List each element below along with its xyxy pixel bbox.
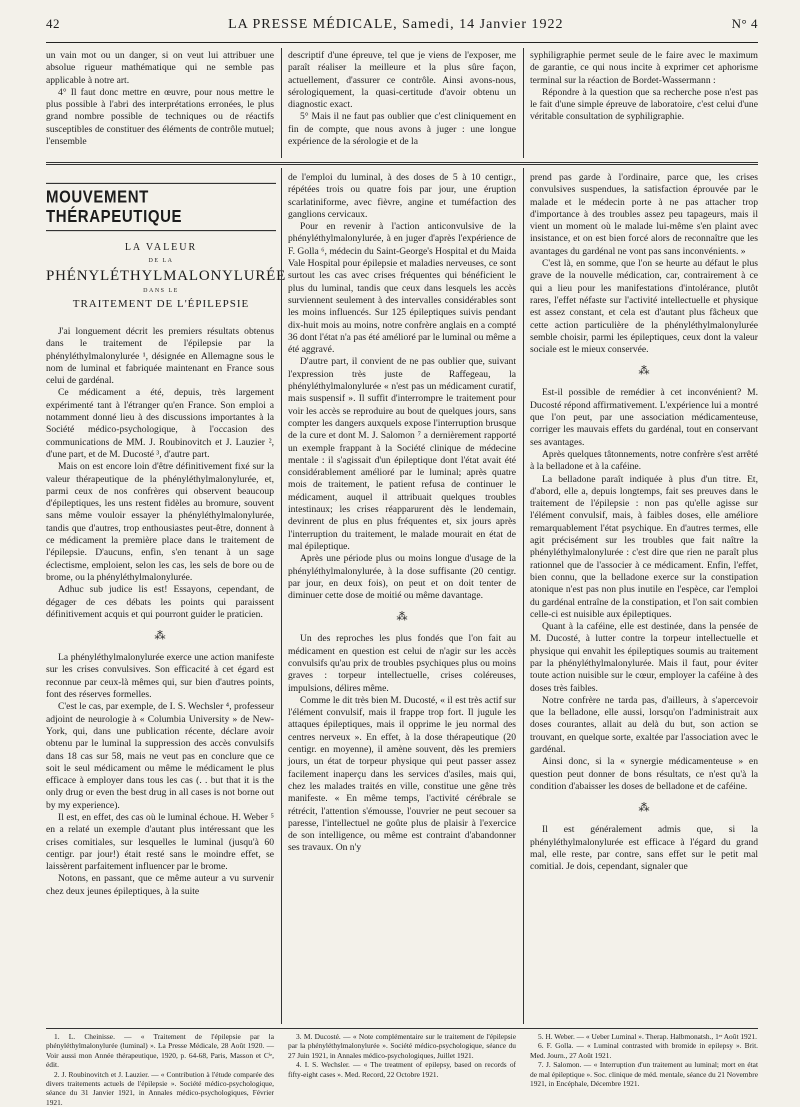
section-stars: ⁂ (638, 365, 650, 378)
paragraph: Il est, en effet, des cas où le luminal échoue. H. Weber ⁵ en a relaté un exemple d'autant plus intéressant que les crises comitiales, sur lesquelles le luminal (jusqu'à 60 centigr. par jour!) était resté sans le moindre effet, se laissèrent parfaitement influencer par le brome. (46, 811, 274, 873)
paragraph: un vain mot ou un danger, si on veut lui attribuer une absolue rigueur mathématique qui ne semble pas applicable à notre art. (46, 50, 274, 86)
column-divider (281, 168, 282, 1024)
section-separator (46, 162, 758, 165)
paragraph: Après une période plus ou moins longue d'usage de la phényléthylmalonylurée, à la dose suffisante (20 centigr. par jour, en deux fois), on peut et on doit tenter de diminuer cette dose de moitié ou même davantage. (288, 553, 516, 602)
footnote: 6. F. Golla. — « Luminal contrasted with bromide in epilepsy ». Brit. Med. Journ., 27 Août 1921. (530, 1041, 758, 1060)
paragraph: D'autre part, il convient de ne pas oublier que, suivant l'expression très juste de Raffegeau, la phényléthylmalonylurée « n'est pas un médicament curatif, mais suspensif ». Il suffit d'interrompre le traitement pour voir les accès se reproduire au bout de quelques jours, sans compter les dangers auxquels expose l'interruption brusque de la cure et dont M. J. Salomon ⁷ a dernièrement rapporté un exemple frappant à la Société clinique de médecine mentale : il s'agissait d'un épileptique dont l'état avait été considérablement amélioré par le luminal; après quatre mois de traitement, le patient refusa de continuer le médicament, auquel il attribuait quelques troubles intestinaux; les crises réapparurent dès le lendemain, devinrent de plus en plus fréquentes et, six jours après l'interruption du traitement, le malade mourait en état de mal épileptique. (288, 356, 516, 552)
paragraph: Notons, en passant, que ce même auteur a vu survenir chez deux jeunes épileptiques, à la suite (46, 873, 274, 897)
journal-title: LA PRESSE MÉDICALE, Samedi, 14 Janvier 1922 (228, 17, 564, 32)
top-column-1 (46, 50, 274, 158)
section-stars: ⁂ (154, 630, 166, 643)
article-column-3 (530, 172, 758, 1024)
footnote: 5. H. Weber. — « Ueber Luminal ». Therap. Halbmonatsh., 1ᵉʳ Août 1921. (538, 1032, 757, 1041)
column-divider (523, 48, 524, 158)
paragraph: J'ai longuement décrit les premiers résultats obtenus dans le traitement de l'épilepsie par la phényléthylmalonylurée ¹, désignée en Allemagne sous le nom de luminal et fabriquée maintenant en France sous celui de gardénal. (46, 326, 274, 387)
article-title-main: PHÉNYLÉTHYLMALONYLURÉE (46, 268, 287, 284)
header-rule (46, 42, 758, 43)
paragraph: Comme le dit très bien M. Ducosté, « il est très actif sur l'élément convulsif, mais il frappe trop fort. Il jugule les attaques épileptiques, mais il opprime le jeu normal des centres nerveux ». En effet, à la dose thérapeutique (20 centigr. en moyenne), il amène souvent, dès les premiers jours, un état de torpeur physique qui peut passer assez facilement inaperçu dans les services d'asiles, mais qui, chez les malades traités en ville, constitue une gêne très manifeste. « En même temps, l'activité cérébrale se rétrécit, l'attention s'émousse, l'ouvrier ne peut secouer sa paresse, l'intellectuel ne goûte plus de plaisir à l'exercice de son intelligence, ou même est contraint d'abandonner ses travaux. On n'y (288, 694, 516, 854)
journal-page (46, 16, 758, 1107)
paragraph: C'est le cas, par exemple, de I. S. Wechsler ⁴, professeur adjoint de neurologie à « Columbia University » de New-York, qui, dans une publication récente, déclare avoir obtenu par le luminal la suppression des accès convulsifs dans 18 cas sur 58, mais ne veut pas en conclure que ce soit le seul médicament ou même le médicament le plus efficace à employer dans tous les cas (. . but that it is the only drug or even the best drug in all cases is not borne out by my experience). (46, 701, 274, 811)
footnote: 1. L. Cheinisse. — « Traitement de l'épilepsie par la phényléthylmalonylurée (luminal) ». La Presse Médicale, 28 Août 1920. — Voir aussi mon Année thérapeutique, 1920, p. 64-68, Paris, Masson et Cⁱᵉ, édit. (46, 1032, 274, 1070)
footnotes-column-1 (46, 1032, 274, 1107)
paragraph: Notre confrère ne tarda pas, d'ailleurs, à s'apercevoir que la belladone, elle aussi, lorsqu'on l'administrait aux doses courantes, allait au delà du but, son action se trouvant, en quelque sorte, exaltée par l'association avec le gardénal. (530, 694, 758, 756)
footnote: 3. M. Ducosté. — « Note complémentaire sur le traitement de l'épilepsie par la phényléthylmalonylurée ». Société médico-psychologique, séance du 27 Juin 1921, in Annales médico-psychologiques, Juillet 1921. (288, 1032, 516, 1060)
top-column-3 (530, 50, 758, 158)
top-column-2 (288, 50, 516, 158)
column-divider (281, 48, 282, 158)
column-divider (523, 168, 524, 1024)
paragraph: La phényléthylmalonylurée exerce une action manifeste sur les crises convulsives. Son efficacité à cet égard est reconnue par ceux-là mêmes qui, sur bien d'autres points, font des réserves formelles. (46, 652, 274, 701)
paragraph: prend pas garde à l'ordinaire, parce que, les crises convulsives suspendues, la satisfaction éprouvée par le malade et le médecin porte à ne pas attacher trop d'importance à des troubles assez peu tapageurs, mais il vient un moment où le malade lui-même s'en plaint avec insistance, et on est bien forcé alors de reconnaître que les avantages du gardénal ne vont pas sans inconvénients. » (530, 172, 758, 257)
paragraph: Pour en revenir à l'action anticonvulsive de la phényléthylmalonylurée, à en juger d'après l'expérience de F. Golla ⁶, médecin du Saint-George's Hospital et du Maida Vale Hospital pour épilepsie et maladies nerveuses, ce sont surtout les cas avec crises fréquentes qui bénéficient le plus du luminal, tandis que ceux dans lesquels les accès surviennent seulement à des intervalles considérables sont les moins influencés. Sur 125 épileptiques suivis pendant dix-huit mois au moins, notre confrère anglais en a compté 36 dont l'état n'a pas été amélioré par le luminal ou même a été aggravé. (288, 221, 516, 356)
article-title-line: DANS LE (143, 288, 179, 294)
paragraph: Répondre à la question que sa recherche pose n'est pas le fait d'une simple épreuve de laboratoire, c'est celui d'une véritable consultation de syphiligraphie. (530, 86, 758, 123)
paragraph: Après quelques tâtonnements, notre confrère s'est arrêté à la belladone et à la caféine. (530, 448, 758, 473)
paragraph: Ainsi donc, si la « synergie médicamenteuse » en question peut donner de bons résultats, ce n'est qu'à la condition d'abaisser les doses de belladone et de caféine. (530, 756, 758, 792)
paragraph: La belladone paraît indiquée à plus d'un titre. Et, d'abord, elle a, depuis longtemps, fait ses preuves dans le traitement de l'épilepsie : non pas qu'elle agisse sur l'élément convulsif, mais, à faibles doses, elle améliore remarquablement l'état psychique. En d'autres termes, elle agit précisément sur les troubles que fait naître la phényléthylmalonylurée : c'est dire que rien ne paraît plus rationnel que de l'associer à ce médicament. Enfin, l'effet, bien connu, que la belladone exerce sur la constipation atonique n'est pas non plus inutile en l'espèce, car l'emploi du gardénal entraîne de la constipation, et l'on sait combien celle-ci est nuisible aux épileptiques. (530, 473, 758, 620)
paragraph: Mais on est encore loin d'être définitivement fixé sur la valeur thérapeutique de la phényléthylmalonylurée, et, parmi ceux de nos confrères qui observent beaucoup d'épileptiques, les uns restent fidèles au bromure, souvent sans même vouloir essayer la phényléthylmalonylurée, tandis que d'autres, trop enthousiastes peut-être, donnent à ce médicament la première place dans le traitement de l'épilepsie. D'aucuns, enfin, s'en tenant à un sage éclectisme, emploient, selon les cas, les sels de bore ou de brome, ou la phényléthylmalonylurée. (46, 461, 274, 583)
footnote: 4. I. S. Wechsler. — « The treatment of epilepsy, based on records of fifty-eight cases ». Med. Record, 22 Octobre 1921. (288, 1060, 516, 1079)
running-head (46, 16, 758, 38)
footnotes-column-3 (530, 1032, 758, 1089)
paragraph: descriptif d'une épreuve, tel que je viens de l'exposer, me paraît réaliser la meilleure et la plus sûre façon, actuellement, d'assurer ce contrôle. Ainsi avons-nous, sérologiquement, la quasi-certitude d'avoir obtenu un diagnostic exact. (288, 50, 516, 111)
paragraph: C'est là, en somme, que l'on se heurte au défaut le plus grave de la nouvelle médication, car, contrairement à ce qui a lieu pour les manifestations d'intolérance, plutôt rares, l'effet néfaste sur l'activité intellectuelle et physique est assez constant, et cela est d'autant plus fâcheux que cette action particulière de la phényléthylmalonylurée semble choisir, parmi les épileptiques, ceux dont la valeur sociale est le mieux conservée. (530, 258, 758, 356)
article-column-1 (46, 326, 274, 1024)
paragraph: syphiligraphie permet seule de le faire avec le maximum de garantie, ce qui nous incite à exprimer cet aphorisme terminal sur la réaction de Bordet-Wassermann : (530, 50, 758, 86)
paragraph: Il est généralement admis que, si la phényléthylmalonylurée est efficace à l'égard du grand mal, elle reste, par contre, sans effet sur le petit mal comitial. Je dois, cependant, signaler que (530, 824, 758, 873)
footnote-rule (46, 1028, 758, 1029)
section-stars: ⁂ (638, 802, 650, 815)
paragraph: Adhuc sub judice lis est! Essayons, cependant, de dégager de ces débats les points qui paraissent définitivement acquis et qui pourront guider le praticien. (46, 584, 274, 620)
page-number: 42 (46, 16, 60, 31)
article-column-2 (288, 172, 516, 1024)
article-title-line: LA VALEUR (124, 242, 198, 253)
article-title-line: DE LA (148, 258, 174, 264)
article-title-line: TRAITEMENT DE L'ÉPILEPSIE (72, 298, 250, 310)
footnote: 2. J. Roubinovitch et J. Lauzier. — « Contribution à l'étude comparée des divers traitements actuels de l'épilepsie ». Société médico-psychologique, séance du 31 Janvier 1921, in Annales médico-psychologiques, Février 1921. (46, 1069, 274, 1107)
paragraph: Ce médicament a été, depuis, très largement expérimenté tant à l'étranger qu'en France. Son emploi a notamment donné lieu à des discussions importantes à la Société médico-psychologique, à l'occasion des communications de MM. J. Roubinovitch et J. Lauzier ², d'une part, et de M. Ducosté ³, d'autre part. (46, 387, 274, 460)
paragraph: Est-il possible de remédier à cet inconvénient? M. Ducosté répond affirmativement. L'expérience lui a montré que l'on peut, par une association médicamenteuse, corriger les mauvais effets du gardénal, tout en conservant ses avantages. (530, 387, 758, 448)
paragraph: Un des reproches les plus fondés que l'on fait au médicament en question est celui de n'agir sur les accès convulsifs qu'au prix de troubles psychiques plus ou moins graves : torpeur intellectuelle, crises coléreuses, impulsions, délires même. (288, 633, 516, 694)
issue-number: N° 4 (731, 16, 758, 31)
paragraph: Quant à la caféine, elle est destinée, dans la pensée de M. Ducosté, à lutter contre la torpeur intellectuelle et physique qui envahit les épileptiques soumis au traitement par la phényléthylmalonylurée. Mais il faut, pour éviter toute action nuisible sur le cœur, employer la caféine à des doses très faibles. (530, 621, 758, 694)
footnotes-column-2 (288, 1032, 516, 1079)
section-stars: ⁂ (396, 611, 408, 624)
paragraph: de l'emploi du luminal, à des doses de 5 à 10 centigr., répétées trois ou quatre fois par jour, une éruption scarlatiniforme, avec fièvre, angine et tuméfaction des ganglions cervicaux. (288, 172, 516, 220)
paragraph: 5° Mais il ne faut pas oublier que c'est cliniquement en fin de compte, que nous avons à juger : une longue expérience de la sérologie et de la (288, 111, 516, 148)
section-banner: MOUVEMENT THÉRAPEUTIQUE (46, 183, 276, 231)
paragraph: 4° Il faut donc mettre en œuvre, pour nous mettre le plus possible à l'abri des interprétations erronées, le plus grand nombre possible de techniques ou de réactifs susceptibles de constituer des éléments de contrôle mutuel; l'ensemble (46, 86, 274, 148)
footnote: 7. J. Salomon. — « Interruption d'un traitement au luminal; mort en état de mal épileptique ». Soc. clinique de méd. mentale, séance du 21 Novembre 1921, in Encéphale, Décembre 1921. (530, 1060, 758, 1089)
